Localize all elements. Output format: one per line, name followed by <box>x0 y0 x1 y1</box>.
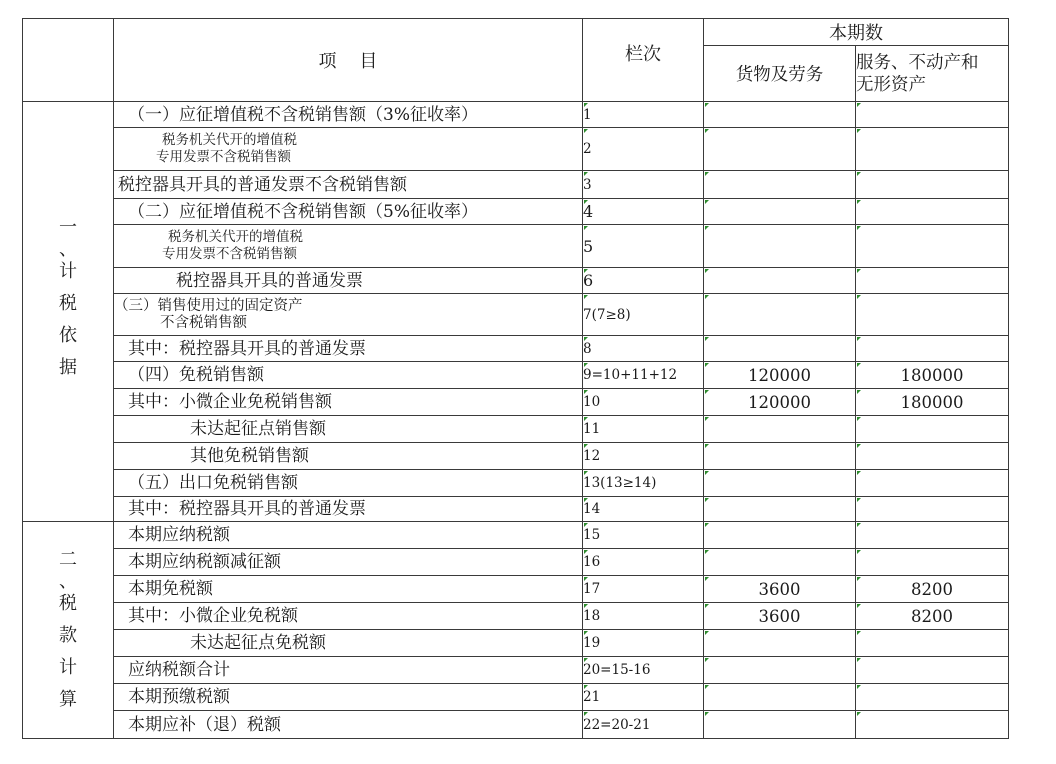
goods-cell[interactable] <box>704 336 856 362</box>
services-cell[interactable] <box>856 336 1009 362</box>
services-cell[interactable] <box>856 416 1009 443</box>
header-corner <box>23 19 114 102</box>
row-code: 11 <box>583 416 704 443</box>
services-cell[interactable] <box>856 470 1009 497</box>
row-code: 10 <box>583 389 704 416</box>
row-code: 8 <box>583 336 704 362</box>
table-row <box>23 522 1009 549</box>
services-cell[interactable] <box>856 684 1009 711</box>
row-label: 本期免税额 <box>114 576 583 603</box>
services-cell[interactable] <box>856 657 1009 684</box>
row-label: 税务机关代开的增值税 专用发票不含税销售额 <box>114 128 583 171</box>
row-code: 14 <box>583 497 704 522</box>
section-two-label: 二 、 税 款 计 算 <box>23 522 114 739</box>
row-code: 9=10+11+12 <box>583 362 704 389</box>
header-services <box>856 46 1009 102</box>
header-goods: 货物及劳务 <box>704 46 856 102</box>
table-row <box>23 684 1009 711</box>
goods-cell[interactable] <box>704 128 856 171</box>
services-cell[interactable] <box>856 549 1009 576</box>
goods-cell[interactable] <box>704 657 856 684</box>
services-cell[interactable]: 8200 <box>856 603 1009 630</box>
row-code: 16 <box>583 549 704 576</box>
table-row <box>23 225 1009 268</box>
table-row <box>23 102 1009 128</box>
table-row <box>23 549 1009 576</box>
row-code: 7(7≥8) <box>583 294 704 336</box>
goods-cell[interactable] <box>704 522 856 549</box>
goods-cell[interactable] <box>704 470 856 497</box>
row-code: 21 <box>583 684 704 711</box>
row-code: 4 <box>583 199 704 225</box>
goods-cell[interactable] <box>704 199 856 225</box>
header-services-line1: 服务、不动产和 <box>856 52 979 73</box>
services-cell[interactable]: 8200 <box>856 576 1009 603</box>
table-row <box>23 336 1009 362</box>
services-cell[interactable]: 180000 <box>856 362 1009 389</box>
goods-cell[interactable] <box>704 268 856 294</box>
table-row <box>23 603 1009 630</box>
table-row <box>23 416 1009 443</box>
row-label: （一）应征增值税不含税销售额（3%征收率） <box>114 102 583 128</box>
goods-cell[interactable] <box>704 443 856 470</box>
services-cell[interactable] <box>856 443 1009 470</box>
goods-cell[interactable]: 3600 <box>704 603 856 630</box>
goods-cell[interactable] <box>704 497 856 522</box>
row-label: 税务机关代开的增值税 专用发票不含税销售额 <box>114 225 583 268</box>
services-cell[interactable]: 180000 <box>856 389 1009 416</box>
vat-return-table <box>22 18 1009 739</box>
header-services-line2: 无形资产 <box>856 74 926 95</box>
row-label: （四）免税销售额 <box>114 362 583 389</box>
goods-cell[interactable] <box>704 630 856 657</box>
services-cell[interactable] <box>856 630 1009 657</box>
services-cell[interactable] <box>856 294 1009 336</box>
header-row-1 <box>23 19 1009 46</box>
table-row <box>23 171 1009 199</box>
row-code: 15 <box>583 522 704 549</box>
services-cell[interactable] <box>856 268 1009 294</box>
row-label: （二）应征增值税不含税销售额（5%征收率） <box>114 199 583 225</box>
services-cell[interactable] <box>856 711 1009 739</box>
row-code: 5 <box>583 225 704 268</box>
row-code: 17 <box>583 576 704 603</box>
table-row <box>23 497 1009 522</box>
table-row <box>23 711 1009 739</box>
goods-cell[interactable]: 120000 <box>704 362 856 389</box>
row-label: 其他免税销售额 <box>114 443 583 470</box>
goods-cell[interactable] <box>704 684 856 711</box>
row-label: 其中：税控器具开具的普通发票 <box>114 497 583 522</box>
row-code: 20=15-16 <box>583 657 704 684</box>
table-row <box>23 630 1009 657</box>
goods-cell[interactable] <box>704 549 856 576</box>
goods-cell[interactable]: 120000 <box>704 389 856 416</box>
services-cell[interactable] <box>856 497 1009 522</box>
row-label: 其中：税控器具开具的普通发票 <box>114 336 583 362</box>
table-row <box>23 362 1009 389</box>
row-code: 12 <box>583 443 704 470</box>
services-cell[interactable] <box>856 225 1009 268</box>
row-label: 本期应补（退）税额 <box>114 711 583 739</box>
row-label: 应纳税额合计 <box>114 657 583 684</box>
table-row <box>23 268 1009 294</box>
table-row <box>23 128 1009 171</box>
goods-cell[interactable] <box>704 711 856 739</box>
row-label: （三）销售使用过的固定资产 不含税销售额 <box>114 294 583 336</box>
services-cell[interactable] <box>856 199 1009 225</box>
services-cell[interactable] <box>856 171 1009 199</box>
table-row <box>23 443 1009 470</box>
table-row <box>23 657 1009 684</box>
goods-cell[interactable] <box>704 102 856 128</box>
row-code: 2 <box>583 128 704 171</box>
row-label: 未达起征点免税额 <box>114 630 583 657</box>
row-code: 19 <box>583 630 704 657</box>
goods-cell[interactable] <box>704 294 856 336</box>
row-label: 未达起征点销售额 <box>114 416 583 443</box>
row-code: 18 <box>583 603 704 630</box>
row-label: 其中：小微企业免税额 <box>114 603 583 630</box>
table-row <box>23 389 1009 416</box>
row-code: 13(13≥14) <box>583 470 704 497</box>
row-label: （五）出口免税销售额 <box>114 470 583 497</box>
table-row <box>23 199 1009 225</box>
header-current-period: 本期数 <box>704 19 1009 46</box>
table-row <box>23 470 1009 497</box>
row-label: 本期预缴税额 <box>114 684 583 711</box>
row-label: 其中：小微企业免税销售额 <box>114 389 583 416</box>
goods-cell[interactable]: 3600 <box>704 576 856 603</box>
header-item: 项 目 <box>114 19 583 102</box>
row-label: 本期应纳税额减征额 <box>114 549 583 576</box>
goods-cell[interactable] <box>704 416 856 443</box>
header-column: 栏次 <box>583 19 704 102</box>
table-row <box>23 576 1009 603</box>
section-one-label: 一 、 计 税 依 据 <box>23 102 114 522</box>
row-label: 本期应纳税额 <box>114 522 583 549</box>
goods-cell[interactable] <box>704 225 856 268</box>
row-code: 3 <box>583 171 704 199</box>
table-row <box>23 294 1009 336</box>
services-cell[interactable] <box>856 128 1009 171</box>
services-cell[interactable] <box>856 522 1009 549</box>
row-code: 22=20-21 <box>583 711 704 739</box>
row-code: 1 <box>583 102 704 128</box>
row-code: 6 <box>583 268 704 294</box>
row-label: 税控器具开具的普通发票 <box>114 268 583 294</box>
row-label: 税控器具开具的普通发票不含税销售额 <box>114 171 583 199</box>
goods-cell[interactable] <box>704 171 856 199</box>
services-cell[interactable] <box>856 102 1009 128</box>
